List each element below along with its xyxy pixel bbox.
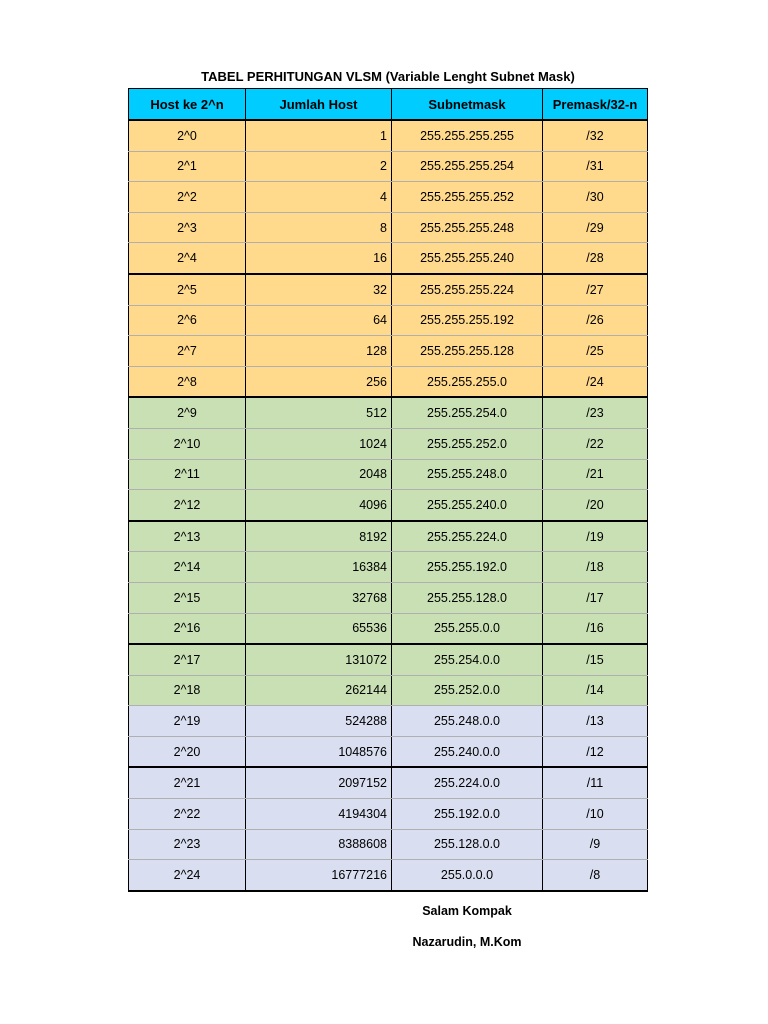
cell-jumlah-host: 1024 [246,428,392,459]
table-row [129,305,648,336]
cell-subnetmask: 255.255.255.192 [392,305,543,336]
cell-subnetmask: 255.255.255.248 [392,212,543,243]
cell-jumlah-host: 4 [246,182,392,213]
cell-premask: /18 [543,552,648,583]
cell-subnetmask: 255.128.0.0 [392,829,543,860]
cell-premask: /14 [543,675,648,706]
cell-host: 2^11 [129,459,246,490]
cell-subnetmask: 255.255.0.0 [392,613,543,644]
table-row [129,182,648,213]
cell-subnetmask: 255.255.248.0 [392,459,543,490]
footer-greeting: Salam Kompak [422,904,512,918]
table-row [129,490,648,521]
cell-host: 2^9 [129,397,246,428]
cell-premask: /10 [543,799,648,830]
cell-subnetmask: 255.255.255.224 [392,274,543,305]
cell-host: 2^18 [129,675,246,706]
cell-premask: /12 [543,736,648,767]
table-row [129,521,648,552]
table-row [129,151,648,182]
table-row [129,274,648,305]
cell-jumlah-host: 1 [246,120,392,151]
cell-host: 2^3 [129,212,246,243]
header-subnetmask: Subnetmask [392,89,543,121]
table-row [129,397,648,428]
cell-subnetmask: 255.255.240.0 [392,490,543,521]
cell-host: 2^4 [129,243,246,274]
cell-premask: /13 [543,706,648,737]
table-row [129,767,648,798]
cell-subnetmask: 255.240.0.0 [392,736,543,767]
table-row [129,613,648,644]
cell-premask: /11 [543,767,648,798]
cell-jumlah-host: 1048576 [246,736,392,767]
cell-jumlah-host: 8192 [246,521,392,552]
cell-subnetmask: 255.255.255.240 [392,243,543,274]
cell-jumlah-host: 64 [246,305,392,336]
vlsm-table [128,88,648,892]
cell-jumlah-host: 2 [246,151,392,182]
cell-subnetmask: 255.248.0.0 [392,706,543,737]
cell-subnetmask: 255.254.0.0 [392,644,543,675]
cell-host: 2^24 [129,860,246,891]
cell-subnetmask: 255.255.252.0 [392,428,543,459]
cell-host: 2^15 [129,582,246,613]
cell-host: 2^7 [129,336,246,367]
table-row [129,706,648,737]
cell-premask: /24 [543,366,648,397]
table-row [129,428,648,459]
table-row [129,212,648,243]
cell-jumlah-host: 2097152 [246,767,392,798]
cell-premask: /8 [543,860,648,891]
cell-host: 2^14 [129,552,246,583]
cell-jumlah-host: 262144 [246,675,392,706]
cell-subnetmask: 255.252.0.0 [392,675,543,706]
cell-host: 2^2 [129,182,246,213]
footer-author: Nazarudin, M.Kom [412,935,522,949]
cell-subnetmask: 255.255.128.0 [392,582,543,613]
table-row [129,120,648,151]
cell-host: 2^8 [129,366,246,397]
table-row [129,799,648,830]
cell-premask: /20 [543,490,648,521]
cell-subnetmask: 255.255.192.0 [392,552,543,583]
cell-premask: /32 [543,120,648,151]
cell-host: 2^21 [129,767,246,798]
header-jumlah-host: Jumlah Host [246,89,392,121]
cell-premask: /26 [543,305,648,336]
page-title: TABEL PERHITUNGAN VLSM (Variable Lenght Subnet Mask) [201,69,575,84]
cell-subnetmask: 255.255.255.0 [392,366,543,397]
cell-premask: /15 [543,644,648,675]
cell-jumlah-host: 16777216 [246,860,392,891]
cell-jumlah-host: 524288 [246,706,392,737]
table-row [129,366,648,397]
cell-premask: /28 [543,243,648,274]
cell-subnetmask: 255.192.0.0 [392,799,543,830]
cell-host: 2^13 [129,521,246,552]
cell-jumlah-host: 2048 [246,459,392,490]
cell-host: 2^23 [129,829,246,860]
table-row [129,582,648,613]
cell-premask: /23 [543,397,648,428]
cell-host: 2^17 [129,644,246,675]
cell-jumlah-host: 131072 [246,644,392,675]
cell-host: 2^10 [129,428,246,459]
cell-subnetmask: 255.255.255.128 [392,336,543,367]
cell-premask: /31 [543,151,648,182]
cell-jumlah-host: 16 [246,243,392,274]
cell-subnetmask: 255.255.255.254 [392,151,543,182]
cell-premask: /30 [543,182,648,213]
header-premask: Premask/32-n [543,89,648,121]
cell-jumlah-host: 8388608 [246,829,392,860]
cell-subnetmask: 255.224.0.0 [392,767,543,798]
cell-subnetmask: 255.255.254.0 [392,397,543,428]
cell-jumlah-host: 8 [246,212,392,243]
table-row [129,736,648,767]
cell-subnetmask: 255.255.255.255 [392,120,543,151]
table-header-row [129,89,648,121]
cell-premask: /19 [543,521,648,552]
table-row [129,243,648,274]
cell-premask: /29 [543,212,648,243]
cell-host: 2^16 [129,613,246,644]
cell-premask: /25 [543,336,648,367]
cell-jumlah-host: 16384 [246,552,392,583]
cell-premask: /21 [543,459,648,490]
table-row [129,459,648,490]
cell-host: 2^19 [129,706,246,737]
table-row [129,675,648,706]
cell-host: 2^12 [129,490,246,521]
cell-jumlah-host: 32768 [246,582,392,613]
table-row [129,644,648,675]
cell-premask: /16 [543,613,648,644]
table-row [129,860,648,891]
table-row [129,552,648,583]
cell-subnetmask: 255.0.0.0 [392,860,543,891]
cell-premask: /17 [543,582,648,613]
cell-premask: /27 [543,274,648,305]
cell-host: 2^0 [129,120,246,151]
cell-premask: /22 [543,428,648,459]
cell-jumlah-host: 4096 [246,490,392,521]
cell-host: 2^5 [129,274,246,305]
cell-jumlah-host: 32 [246,274,392,305]
header-host: Host ke 2^n [129,89,246,121]
cell-subnetmask: 255.255.224.0 [392,521,543,552]
cell-host: 2^1 [129,151,246,182]
cell-host: 2^22 [129,799,246,830]
cell-jumlah-host: 256 [246,366,392,397]
cell-premask: /9 [543,829,648,860]
cell-host: 2^6 [129,305,246,336]
cell-jumlah-host: 128 [246,336,392,367]
table-row [129,336,648,367]
cell-subnetmask: 255.255.255.252 [392,182,543,213]
cell-jumlah-host: 512 [246,397,392,428]
cell-host: 2^20 [129,736,246,767]
cell-jumlah-host: 4194304 [246,799,392,830]
cell-jumlah-host: 65536 [246,613,392,644]
table-row [129,829,648,860]
